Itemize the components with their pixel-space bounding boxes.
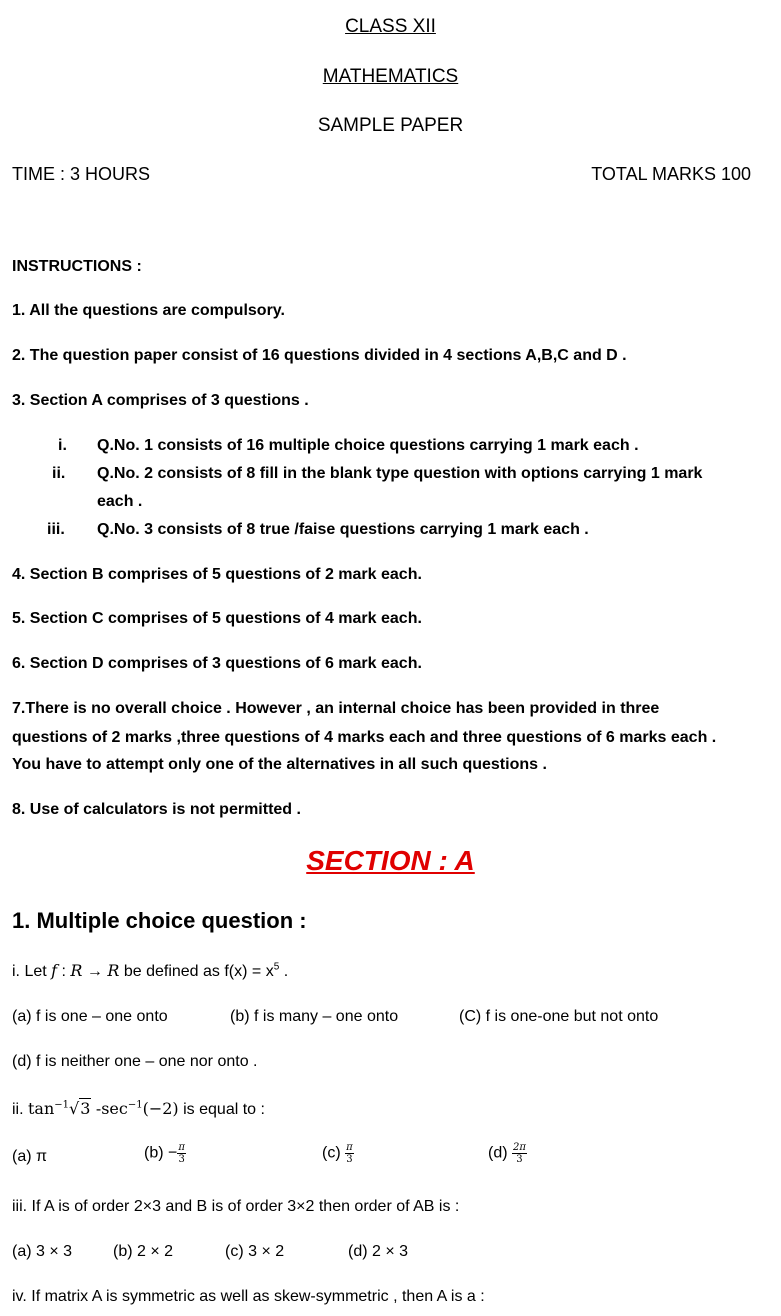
paper-title: SAMPLE PAPER [317,115,464,136]
instruction-4: 4. Section B comprises of 5 questions of 2 mark each. [12,566,422,583]
q2-option-b: (b) − $\frac{\pi}{3}$ [144,1142,185,1165]
q3-option-b: (b) 2 × 2 [113,1243,174,1260]
sub-instruction-num: iii. [47,521,65,538]
q3-option-a: (a) 3 × 3 [12,1243,73,1260]
class-title: CLASS XII [345,16,436,37]
instruction-6: 6. Section D comprises of 3 questions of 6 mark each. [12,655,422,672]
q1-option-c: (C) f is one-one but not onto [459,1008,659,1025]
q2-option-a: (a) π [12,1148,48,1165]
sub-instruction-text: Q.No. 1 consists of 16 multiple choice questions carrying 1 mark each . [97,437,639,454]
section-a-title: SECTION : A [306,845,475,876]
sub-instruction-cont: each . [97,493,143,510]
sub-instruction-num: ii. [52,465,66,482]
mcq-heading: 1. Multiple choice question : [12,908,307,933]
q1-option-a: (a) f is one – one onto [12,1008,168,1025]
instruction-7-line2: questions of 2 marks ,three questions of 4 marks each and three questions of 6 marks each . [12,729,717,746]
question-1: i. Let f : R → R be defined as $f(x) = x^5$ . [12,961,289,980]
instruction-8: 8. Use of calculators is not permitted . [12,801,301,818]
instruction-1: 1. All the questions are compulsory. [12,302,285,319]
question-4: iv. If matrix A is symmetric as well as skew-symmetric , then A is a : [12,1288,485,1305]
sub-instruction-text: Q.No. 3 consists of 8 true /faise questions carrying 1 mark each . [97,521,589,538]
q2-option-c: (c) $\frac{\pi}{3}$ [322,1142,353,1165]
instruction-7-line1: 7.There is no overall choice . However , an internal choice has been provided in three [12,700,660,717]
question-2: ii. $\tan^{-1}√3$ $-\sec^{-1}(-2)$ is equal to : [12,1099,265,1118]
q1-option-d: (d) f is neither one – one nor onto . [12,1053,258,1070]
instruction-5: 5. Section C comprises of 5 questions of 4 mark each. [12,610,422,627]
sub-instruction-num: i. [58,437,67,454]
total-marks-label: TOTAL MARKS 100 [591,164,751,184]
time-label: TIME : 3 HOURS [12,164,151,184]
instructions-title: INSTRUCTIONS : [12,258,142,275]
sub-instruction-text: Q.No. 2 consists of 8 fill in the blank type question with options carrying 1 mark [97,465,703,482]
q3-option-c: (c) 3 × 2 [225,1243,285,1260]
q2-option-d: (d) $\frac{2\pi}{3}$ [488,1142,526,1165]
instruction-7-line3: You have to attempt only one of the alternatives in all such questions . [12,756,547,773]
instruction-2: 2. The question paper consist of 16 questions divided in 4 sections A,B,C and D . [12,347,627,364]
q3-option-d: (d) 2 × 3 [348,1243,409,1260]
instruction-3: 3. Section A comprises of 3 questions . [12,392,309,409]
question-3: iii. If A is of order 2×3 and B is of order 3×2 then order of AB is : [12,1198,460,1215]
q1-option-b: (b) f is many – one onto [230,1008,399,1025]
subject-title: MATHEMATICS [322,66,459,87]
